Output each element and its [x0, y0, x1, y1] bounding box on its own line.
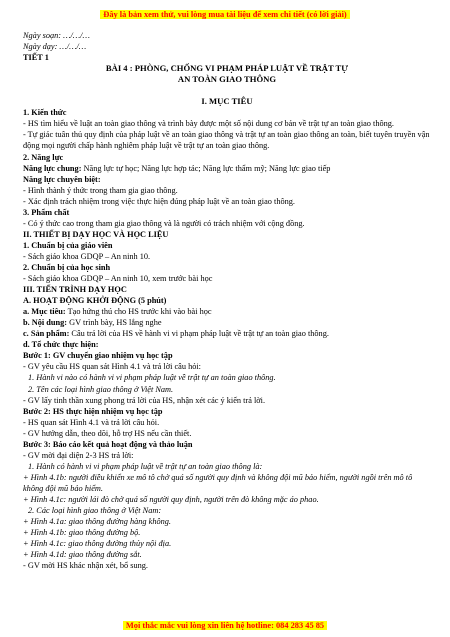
text-line: - Tự giác tuân thủ quy định của pháp luật về an toàn giao thông và trật tự an toàn giao thông an toàn, biết tuyên truyền vận động mọi người chấp hành nghiêm pháp luật về trật tự an toàn giao thông.	[23, 130, 430, 151]
text-line: + Hình 4.1a: giao thông đường hàng không.	[23, 517, 171, 527]
text-line: + Hình 4.1d: giao thông đường sắt.	[23, 550, 142, 560]
text-line: d. Tổ chức thực hiện:	[23, 340, 99, 350]
lesson-plan-body	[23, 30, 431, 571]
text-line: + Hình 4.1b: giao thông đường bộ.	[23, 528, 141, 538]
text-line: Bước 2: HS thực hiện nhiệm vụ học tập	[23, 406, 163, 416]
text-line: AN TOÀN GIAO THÔNG	[177, 74, 277, 85]
text-line: - GV mời HS khác nhận xét, bổ sung.	[23, 561, 148, 571]
text-line: Ngày soạn: …/…/…	[23, 31, 90, 40]
lead-label: c. Sản phẩm:	[23, 329, 70, 339]
text-line: 2. Tên các loại hình giao thông ở Việt Nam.	[28, 384, 174, 394]
text-line: I. MỤC TIÊU	[201, 96, 253, 107]
text-line: TIẾT 1	[23, 53, 49, 63]
text-line: - Có ý thức cao trong tham gia giao thông và là người có trách nhiệm với cộng đồng.	[23, 218, 305, 228]
text-line: 3. Phẩm chất	[23, 207, 70, 217]
text-line: + Hình 4.1c: người lái đò chở quá số người quy định, người trên đò không mặc áo phao.	[23, 494, 319, 504]
preview-banner	[0, 10, 450, 19]
text-line: - GV hướng dẫn, theo dõi, hỗ trợ HS nếu cần thiết.	[23, 428, 192, 438]
text-line: - Xác định trách nhiệm trong việc thực hiện đúng pháp luật về an toàn giao thông.	[23, 196, 295, 206]
text-line: 1. Chuẩn bị của giáo viên	[23, 240, 113, 250]
text-line: a. Mục tiêu: Tạo hứng thú cho HS trước khi vào bài học	[23, 307, 212, 317]
hotline-banner-text: Mọi thắc mắc vui lòng xin liên hệ hotline: 084 283 45 85	[123, 621, 327, 630]
text-line: 2. Năng lực	[23, 152, 64, 162]
text-line: - GV mời đại diện 2-3 HS trả lời:	[23, 450, 134, 460]
text-line: Năng lực chung: Năng lực tự học; Năng lực hợp tác; Năng lực thẩm mỹ; Năng lực giao tiếp	[23, 163, 331, 173]
text-line: Bước 3: Báo cáo kết quả hoạt động và thảo luận	[23, 439, 193, 449]
text-line: A. HOẠT ĐỘNG KHỞI ĐỘNG (5 phút)	[23, 296, 167, 306]
text-line: Năng lực chuyên biệt:	[23, 174, 101, 184]
text-line: - Hình thành ý thức trong tham gia giao thông.	[23, 185, 178, 195]
text-line: + Hình 4.1b: người điều khiển xe mô tô chở quá số người quy định và không đội mũ bảo hiểm, người ngồi trên mô tô không đội mũ bảo hiểm.	[23, 472, 413, 493]
text-line: BÀI 4 : PHÒNG, CHỐNG VI PHẠM PHÁP LUẬT VỀ TRẬT TỰ	[105, 63, 349, 74]
text-line: 2. Các loại hình giao thông ở Việt Nam:	[28, 506, 162, 516]
text-line: Bước 1: GV chuyển giao nhiệm vụ học tập	[23, 351, 173, 361]
text-line: + Hình 4.1c: giao thông đường thủy nội địa.	[23, 539, 172, 549]
hotline-banner	[0, 621, 450, 630]
lead-label: b. Nội dung:	[23, 318, 68, 328]
preview-banner-text: Đây là bản xem thử, vui lòng mua tài liệu để xem chi tiết (có lời giải)	[100, 10, 349, 19]
lead-label: a. Mục tiêu:	[23, 307, 66, 317]
text-line: - GV yêu cầu HS quan sát Hình 4.1 và trả lời câu hỏi:	[23, 362, 201, 372]
text-line: 1. Kiến thức	[23, 108, 67, 118]
text-line: 1. Hành vi nào có hành vi vi phạm pháp luật về trật tự an toàn giao thông.	[28, 373, 276, 383]
text-line: Ngày dạy: …/…/…	[23, 42, 87, 52]
text-line: 1. Hành có hành vi vi phạm pháp luật về trật tự an toàn giao thông là:	[28, 461, 263, 471]
text-line: - GV lấy tinh thần xung phong trả lời của HS, nhận xét các ý kiến trả lời.	[23, 395, 266, 405]
text-line: II. THIẾT BỊ DẠY HỌC VÀ HỌC LIỆU	[23, 229, 169, 239]
text-line: III. TIẾN TRÌNH DẠY HỌC	[23, 285, 127, 295]
text-line: - HS tìm hiểu về luật an toàn giao thông và trình bày được một số nội dung cơ bản về trật tự an toàn giao thông.	[23, 119, 395, 129]
text-line: b. Nội dung: GV trình bày, HS lắng nghe	[23, 318, 162, 328]
text-line	[23, 85, 431, 96]
text-line: - Sách giáo khoa GDQP – An ninh 10, xem trước bài học	[23, 274, 213, 284]
text-line: c. Sản phẩm: Câu trả lời của HS về hành vi vi phạm pháp luật về trật tự an toàn giao thông.	[23, 329, 329, 339]
text-line: - Sách giáo khoa GDQP – An ninh 10.	[23, 251, 151, 261]
text-line: 2. Chuẩn bị của học sinh	[23, 262, 111, 272]
lead-label: Năng lực chung:	[23, 163, 82, 173]
text-line: - HS quan sát Hình 4.1 và trả lời câu hỏi.	[23, 417, 160, 427]
